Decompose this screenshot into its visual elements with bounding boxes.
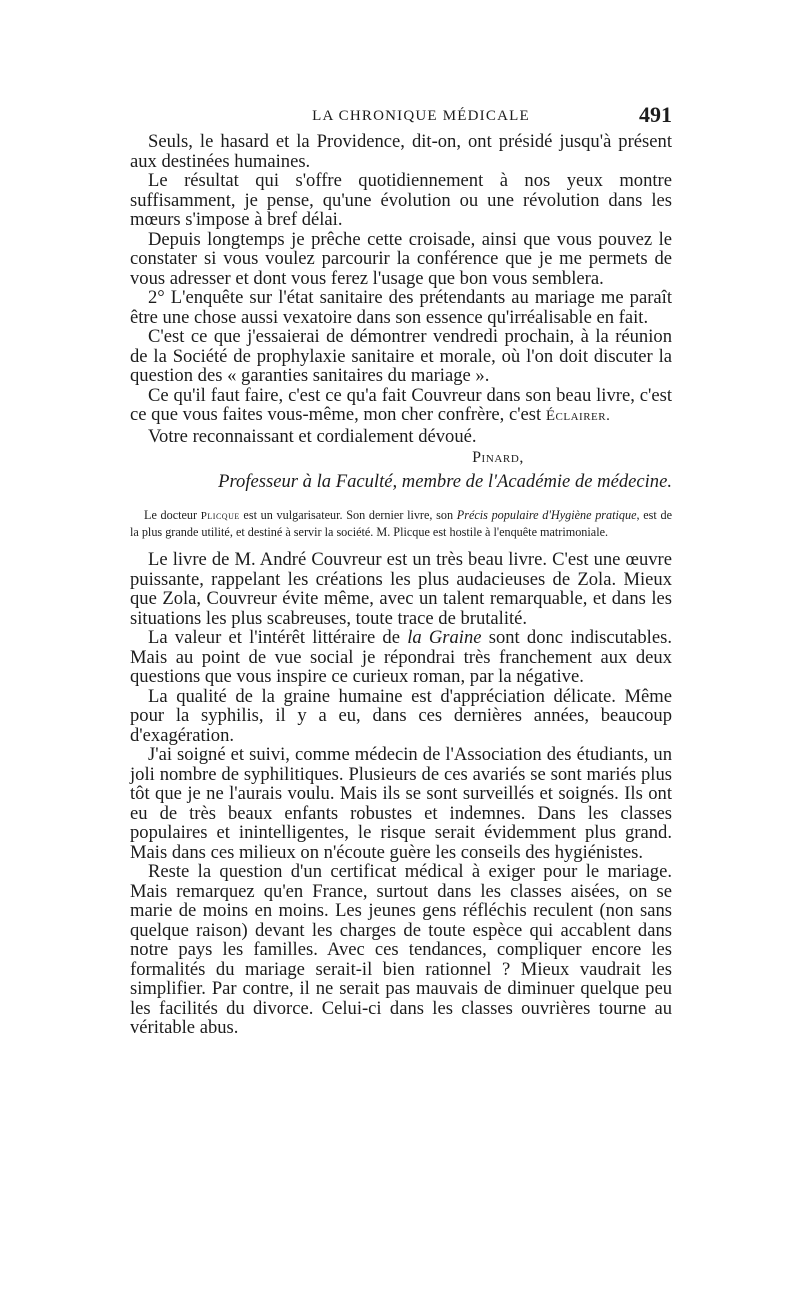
signature-title: Professeur à la Faculté, membre de l'Académie de médecine.	[218, 471, 672, 492]
letter-closing: Votre reconnaissant et cordialement dévoué.	[148, 425, 477, 447]
letter-paragraph	[130, 386, 672, 427]
note-book-title: Précis populaire d'Hygiène pratique	[456, 508, 637, 522]
editorial-note	[130, 507, 672, 540]
page-number: 491	[639, 102, 672, 127]
note-text: Le docteur	[144, 508, 201, 522]
letter-paragraph: C'est ce que j'essaierai de démontrer vendredi prochain, à la réunion de la Société de prophylaxie sanitaire et morale, où l'on doit discuter la question des « garanties sanitaires du mariage ».	[130, 326, 672, 386]
article-paragraph: Reste la question d'un certificat médical à exiger pour le mariage. Mais remarquez qu'en France, surtout dans les classes aisées, on se marie de moins en moins. Les jeunes gens réfléchis reculent (non sans quelque raison) devant les charges de toute espèce qui accablent dans notre pays les familles. Avec ces tendances, compliquer encore les formalités du mariage serait-il bien rationnel ? Mieux vaudrait les simplifier. Par contre, il ne serait pas mauvais de diminuer quelque peu les facilités du divorce. Celui-ci dans les classes ouvrières tourne au véritable abus.	[130, 861, 672, 1038]
article-paragraph: Le livre de M. André Couvreur est un très beau livre. C'est une œuvre puissante, rappelant les créations les plus audacieuses de Zola. Mieux que Zola, Couvreur évite même, avec un talent remarquable, et dans les situations les plus scabreuses, toute trace de brutalité.	[130, 549, 672, 629]
article-paragraph: J'ai soigné et suivi, comme médecin de l'Association des étudiants, un joli nombre de syphilitiques. Plusieurs de ces avariés se sont mariés plus tôt que je ne l'aurais voulu. Mais ils se sont surveillés et soignés. Ils ont eu de très beaux enfants robustes et indemnes. Dans les classes populaires et inintelligentes, le risque serait évidemment plus grand. Mais dans ces milieux on n'écoute guère les conseils des hygiénistes.	[130, 744, 672, 863]
article-paragraph	[130, 628, 672, 687]
note-text: , est de la plus grande utilité, et destiné à servir la société. M. Plicque est hostile à l'enquête matrimoniale.	[130, 508, 672, 539]
running-title: LA CHRONIQUE MÉDICALE	[312, 108, 530, 124]
novel-title: la Graine	[407, 627, 482, 648]
note-text: est un vulgarisateur. Son dernier livre, son	[239, 508, 457, 522]
letter-paragraph: Seuls, le hasard et la Providence, dit-on, ont présidé jusqu'à présent aux destinées humaines.	[130, 131, 672, 172]
letter-paragraph: Le résultat qui s'offre quotidiennement à nos yeux montre suffisamment, je pense, qu'une évolution ou une révolution dans les mœurs s'impose à bref délai.	[130, 170, 672, 230]
signature-name: Pinard,	[472, 449, 524, 466]
journal-name: Éclairer.	[545, 408, 611, 424]
page-body	[130, 132, 672, 1038]
note-name: Plicque	[200, 510, 240, 522]
page-header	[130, 102, 672, 132]
article-text: La valeur et l'intérêt littéraire de	[148, 627, 408, 648]
letter-paragraph: 2° L'enquête sur l'état sanitaire des prétendants au mariage me paraît être une chose aussi vexatoire dans son essence qu'irréalisable en fait.	[130, 287, 672, 328]
letter-text: Ce qu'il faut faire, c'est ce qu'a fait Couvreur dans son beau livre, c'est ce que vous faites vous-même, mon cher confrère, c'est	[130, 384, 672, 425]
letter-paragraph: Depuis longtemps je prêche cette croisade, ainsi que vous pouvez le constater si vous voulez parcourir la conférence que je me permets de vous adresser et dont vous ferez l'usage que bon vous semblera.	[130, 228, 672, 289]
article-paragraph: La qualité de la graine humaine est d'appréciation délicate. Même pour la syphilis, il y a eu, dans ces dernières années, beaucoup d'exagération.	[130, 685, 672, 746]
article-text: sont donc indiscutables. Mais au point de vue social je répondrai très franchement aux deux questions que vous inspire ce curieux roman, par la négative.	[130, 627, 672, 687]
